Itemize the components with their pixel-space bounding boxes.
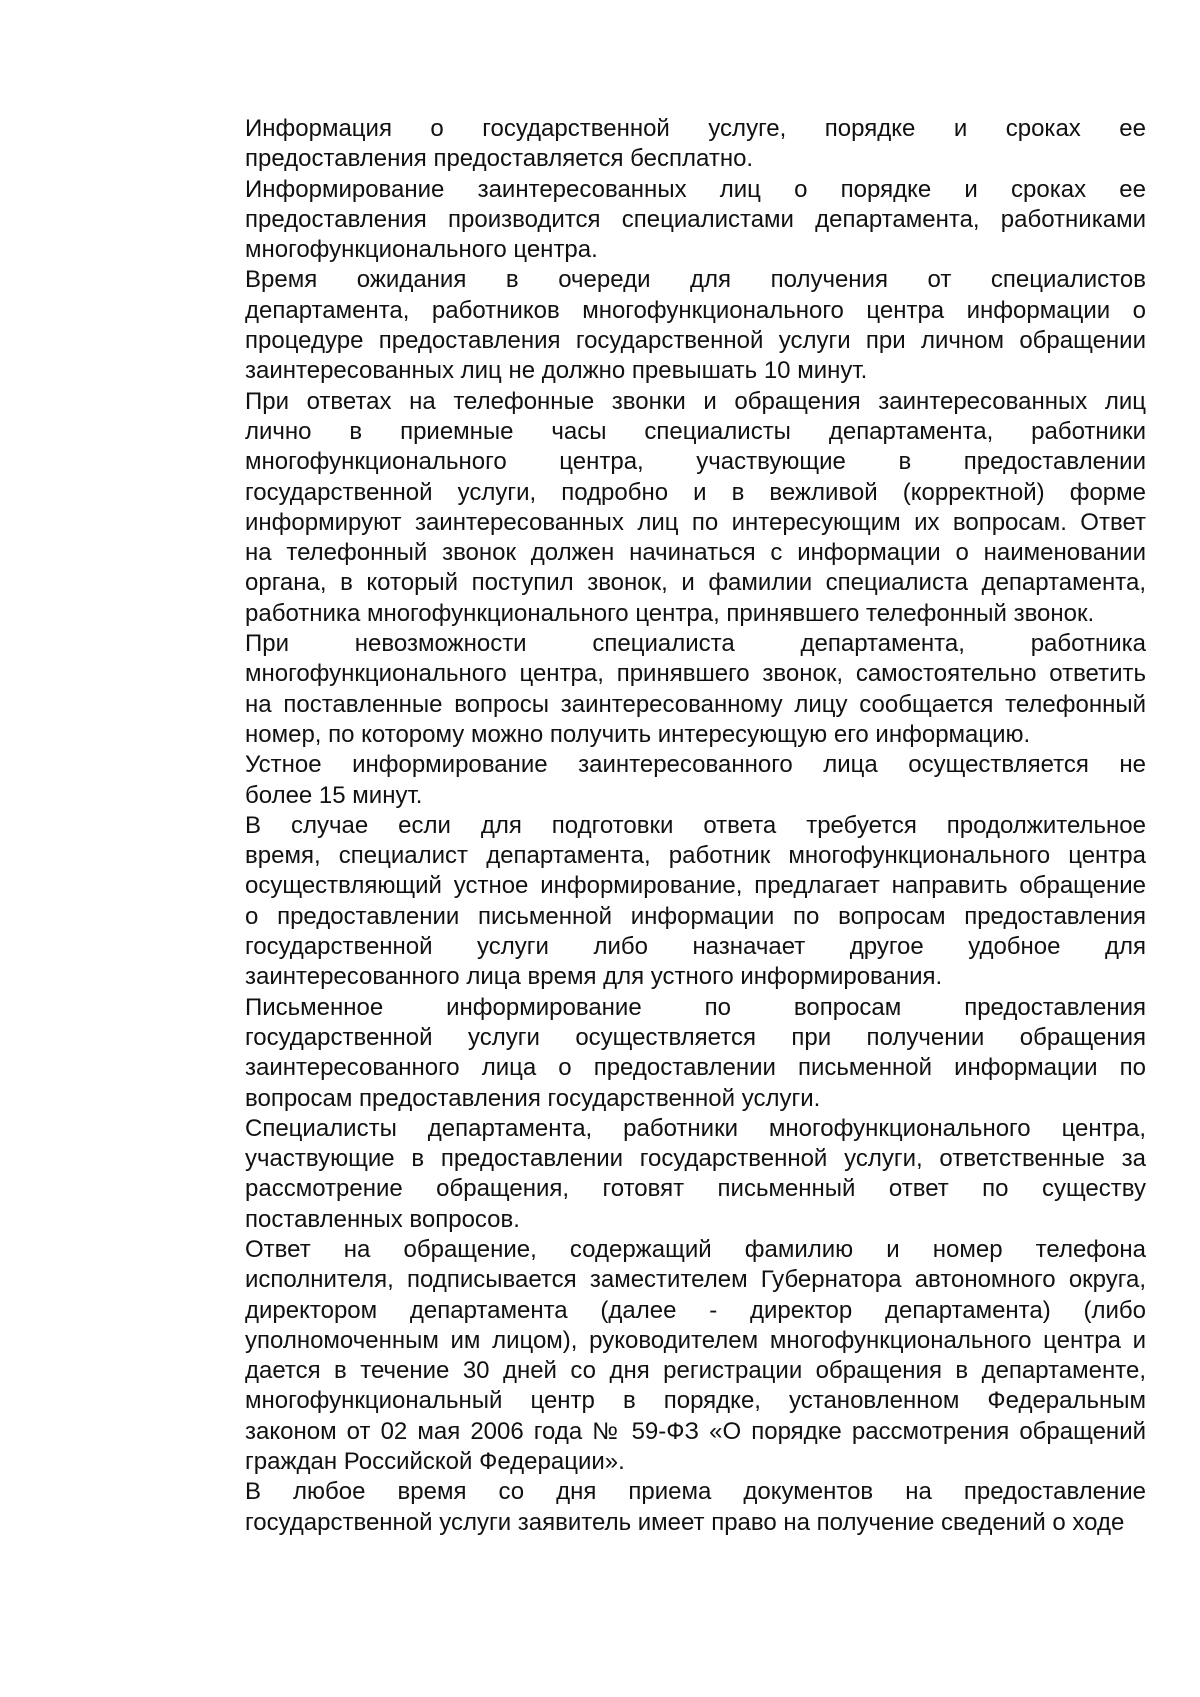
paragraph-line: При невозможности специалиста департамента, работника xyxy=(245,630,1146,658)
paragraph-line: на поставленные вопросы заинтересованному лицу сообщается телефонный xyxy=(245,690,1146,718)
paragraph-line: заинтересованного лица время для устного информирования. xyxy=(245,963,943,991)
paragraph-line: граждан Российской Федерации». xyxy=(245,1448,625,1476)
paragraph xyxy=(174,811,1146,993)
paragraph-line: предоставления производится специалистами департамента, работниками xyxy=(245,205,1146,233)
paragraph xyxy=(174,750,1146,811)
paragraph-line: рассмотрение обращения, готовят письменный ответ по существу xyxy=(245,1175,1146,1203)
paragraph-line: В случае если для подготовки ответа требуется продолжительное xyxy=(245,811,1146,839)
paragraph-line: Ответ на обращение, содержащий фамилию и номер телефона xyxy=(245,1235,1146,1263)
paragraph-line: Письменное информирование по вопросам предоставления xyxy=(245,993,1146,1021)
paragraph-line: Информация о государственной услуге, порядке и сроках ее xyxy=(245,115,1146,142)
paragraph-line: работника многофункционального центра, принявшего телефонный звонок. xyxy=(245,599,1095,627)
paragraph-line: информируют заинтересованных лиц по интересующим их вопросам. Ответ xyxy=(245,508,1146,536)
paragraph-line: дается в течение 30 дней со дня регистрации обращения в департаменте, xyxy=(245,1357,1146,1385)
paragraph xyxy=(174,387,1146,629)
paragraph-line: исполнителя, подписывается заместителем Губернатора автономного округа, xyxy=(245,1266,1146,1294)
paragraph xyxy=(174,175,1146,266)
paragraph-line: законом от 02 мая 2006 года № 59-ФЗ «О порядке рассмотрения обращений xyxy=(245,1417,1146,1445)
paragraph-line: на телефонный звонок должен начинаться с информации о наименовании xyxy=(245,539,1146,567)
paragraph xyxy=(174,993,1146,1114)
paragraph-line: номер, по которому можно получить интересующую его информацию. xyxy=(245,720,1031,748)
paragraph-line: многофункциональный центр в порядке, установленном Федеральным xyxy=(245,1387,1146,1415)
paragraph-line: многофункционального центра, принявшего звонок, самостоятельно ответить xyxy=(245,660,1146,688)
paragraph-line: более 15 минут. xyxy=(245,781,423,809)
paragraph-line: участвующие в предоставлении государственной услуги, ответственные за xyxy=(245,1145,1146,1173)
paragraph-line: осуществляющий устное информирование, предлагает направить обращение xyxy=(245,872,1146,900)
paragraph-line: Устное информирование заинтересованного лица осуществляется не xyxy=(245,751,1146,779)
paragraph-line: поставленных вопросов. xyxy=(245,1205,520,1233)
paragraph-line: процедуре предоставления государственной услуги при личном обращении xyxy=(245,327,1146,355)
paragraph xyxy=(174,114,1146,175)
document-body xyxy=(174,114,1146,1538)
paragraph-line: директором департамента (далее - директор департамента) (либо xyxy=(245,1296,1146,1324)
paragraph-line: предоставления предоставляется бесплатно. xyxy=(245,145,754,173)
paragraph-line: Информирование заинтересованных лиц о порядке и сроках ее xyxy=(245,175,1146,203)
paragraph-line: многофункционального центра, участвующие в предоставлении xyxy=(245,448,1146,476)
paragraph-line: Специалисты департамента, работники многофункционального центра, xyxy=(245,1114,1146,1142)
paragraph xyxy=(174,629,1146,750)
paragraph-line: о предоставлении письменной информации по вопросам предоставления xyxy=(245,902,1146,930)
paragraph xyxy=(174,1235,1146,1477)
paragraph-line: государственной услуги заявитель имеет право на получение сведений о ходе xyxy=(245,1508,1125,1536)
paragraph-line: органа, в который поступил звонок, и фамилии специалиста департамента, xyxy=(245,569,1146,597)
paragraph-line: При ответах на телефонные звонки и обращения заинтересованных лиц xyxy=(245,387,1146,415)
paragraph-line: государственной услуги либо назначает другое удобное для xyxy=(245,933,1146,961)
paragraph xyxy=(174,265,1146,386)
paragraph-line: лично в приемные часы специалисты департамента, работники xyxy=(245,417,1146,445)
paragraph-line: заинтересованного лица о предоставлении письменной информации по xyxy=(245,1054,1146,1082)
paragraph-line: В любое время со дня приема документов на предоставление xyxy=(245,1478,1146,1506)
paragraph-line: государственной услуги, подробно и в вежливой (корректной) форме xyxy=(245,478,1146,506)
paragraph-line: Время ожидания в очереди для получения от специалистов xyxy=(245,266,1146,294)
paragraph-line: заинтересованных лиц не должно превышать 10 минут. xyxy=(245,357,868,385)
paragraph-line: уполномоченным им лицом), руководителем многофункционального центра и xyxy=(245,1326,1146,1354)
paragraph-line: государственной услуги осуществляется при получении обращения xyxy=(245,1023,1146,1051)
paragraph xyxy=(174,1114,1146,1235)
paragraph-line: вопросам предоставления государственной услуги. xyxy=(245,1084,821,1112)
paragraph-line: департамента, работников многофункционального центра информации о xyxy=(245,296,1146,324)
paragraph xyxy=(174,1477,1146,1538)
paragraph-line: многофункционального центра. xyxy=(245,236,598,264)
paragraph-line: время, специалист департамента, работник многофункционального центра xyxy=(245,842,1146,870)
